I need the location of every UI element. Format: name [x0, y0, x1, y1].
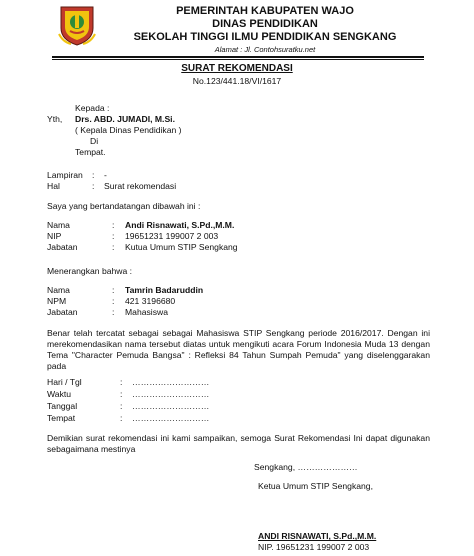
- closing-paragraph: Demikian surat rekomendasi ini kami sampaikan, semoga Surat Rekomendasi Ini dapat digunakan sebagaimana mestinya: [47, 433, 430, 454]
- letter-title: SURAT REKOMENDASI: [181, 63, 293, 74]
- signer-name-label: Nama: [47, 220, 70, 230]
- student-jabatan-value: Mahasiswa: [125, 307, 168, 317]
- header-alamat: Alamat : Jl. Contohsuratku.net: [214, 45, 316, 54]
- signer-name-value: Andi Risnawati, S.Pd.,M.M.: [125, 220, 235, 230]
- lampiran-label: Lampiran: [47, 170, 83, 180]
- student-name-value: Tamrin Badaruddin: [125, 285, 204, 295]
- signer-nip-colon: :: [112, 231, 115, 241]
- student-name-colon: :: [112, 285, 115, 295]
- recipient-name: Drs. ABD. JUMADI, M.Si.: [75, 114, 175, 124]
- event-waktu-value: ………………………: [132, 389, 210, 399]
- signer-jabatan-value: Kutua Umum STIP Sengkang: [125, 242, 238, 252]
- student-jabatan-label: Jabatan: [47, 307, 78, 317]
- menerangkan-text: Menerangkan bahwa :: [47, 266, 133, 276]
- intro-text: Saya yang bertandatangan dibawah ini :: [47, 201, 201, 211]
- header-line3: SEKOLAH TINGGI ILMU PENDIDIKAN SENGKANG: [133, 31, 397, 43]
- student-jabatan-colon: :: [112, 307, 115, 317]
- event-tempat-value: ………………………: [132, 413, 210, 423]
- recipient-tempat: Tempat.: [75, 147, 106, 157]
- recipient-di: Di: [90, 136, 99, 146]
- signature-place-date: Sengkang, …………………: [254, 462, 358, 472]
- body-paragraph: Benar telah tercatat sebagai sebagai Mahasiswa STIP Sengkang periode 2016/2017. Dengan ini merekomendasikan nama tersebut diatas untuk mengikuti acara Forum Indonesia Muda 13 dengan Tema "Character Pemuda Bangsa" : Refleksi 84 Tahun Sumpah Pemuda" yang diselenggarakan pada: [47, 328, 430, 371]
- header-line2: DINAS PENDIDIKAN: [212, 18, 318, 30]
- event-tempat-colon: :: [120, 413, 123, 423]
- hal-colon: :: [92, 181, 95, 191]
- recipient-yth: Yth,: [47, 114, 63, 124]
- signer-nip-value: 19651231 199007 2 003: [125, 231, 219, 241]
- signer-nip-label: NIP: [47, 231, 62, 241]
- event-hari-value: ………………………: [132, 377, 210, 387]
- event-waktu-colon: :: [120, 389, 123, 399]
- student-name-label: Nama: [47, 285, 70, 295]
- hal-label: Hal: [47, 181, 60, 191]
- event-tanggal-colon: :: [120, 401, 123, 411]
- student-npm-colon: :: [112, 296, 115, 306]
- recipient-role: ( Kepala Dinas Pendidikan ): [75, 125, 182, 135]
- signer-jabatan-label: Jabatan: [47, 242, 78, 252]
- student-npm-value: 421 3196680: [125, 296, 176, 306]
- recipient-kepada: Kepada :: [75, 103, 110, 113]
- signer-jabatan-colon: :: [112, 242, 115, 252]
- event-hari-colon: :: [120, 377, 123, 387]
- letter-number: No.123/441.18/VI/1617: [192, 76, 282, 86]
- event-tanggal-label: Tanggal: [47, 401, 78, 411]
- header-line1: PEMERINTAH KABUPATEN WAJO: [176, 5, 354, 17]
- signature-nip: NIP. 19651231 199007 2 003: [258, 542, 370, 552]
- event-tempat-label: Tempat: [47, 413, 76, 423]
- lampiran-colon: :: [92, 170, 95, 180]
- event-tanggal-value: ………………………: [132, 401, 210, 411]
- event-waktu-label: Waktu: [47, 389, 72, 399]
- signature-name: ANDI RISNAWATI, S.Pd.,M.M.: [258, 531, 377, 541]
- signature-position: Ketua Umum STIP Sengkang,: [258, 481, 373, 491]
- header-rule-thick: [52, 56, 424, 58]
- hal-value: Surat rekomendasi: [104, 181, 177, 191]
- student-npm-label: NPM: [47, 296, 67, 306]
- header-rule-thin: [52, 59, 424, 60]
- wajo-emblem-logo: [57, 4, 97, 46]
- event-hari-label: Hari / Tgl: [47, 377, 82, 387]
- lampiran-value: -: [104, 170, 107, 180]
- signer-name-colon: :: [112, 220, 115, 230]
